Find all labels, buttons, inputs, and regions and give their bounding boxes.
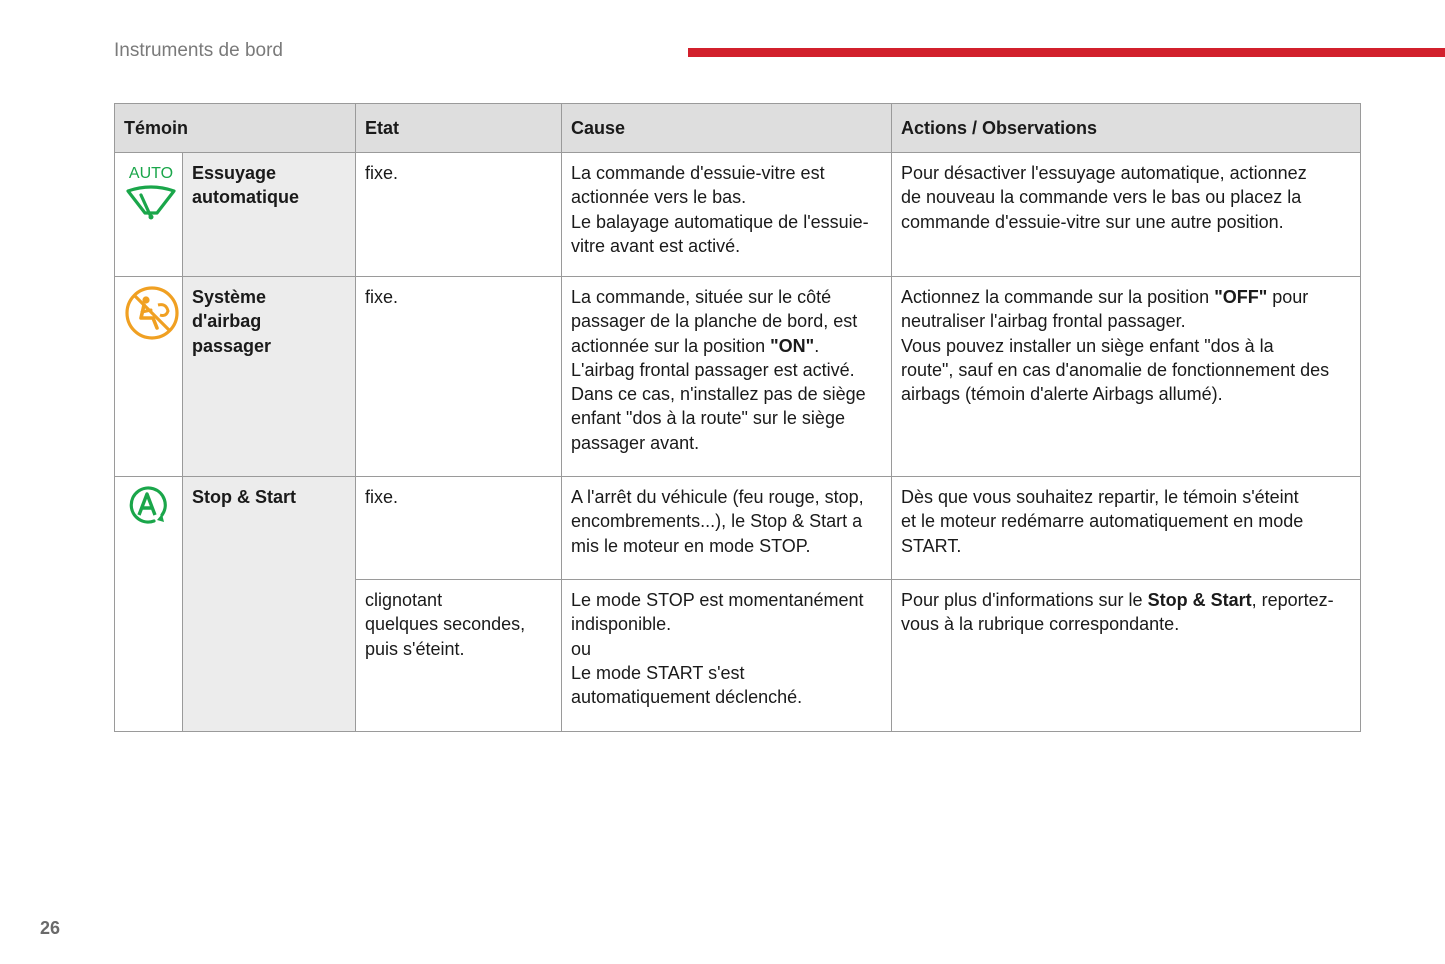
actions-cell: Pour désactiver l'essuyage automatique, actionnez de nouveau la commande vers le bas ou placez la commande d'essuie-vitre sur une autre position. xyxy=(892,153,1361,277)
cause-cell: A l'arrêt du véhicule (feu rouge, stop, encombrements...), le Stop & Start a mis le moteur en mode STOP. xyxy=(562,477,892,580)
passenger-airbag-off-icon xyxy=(124,285,180,347)
auto-wiper-icon xyxy=(124,161,178,227)
etat-cell: fixe. xyxy=(356,277,562,477)
cause-cell: La commande d'essuie-vitre est actionnée vers le bas. Le balayage automatique de l'essuie- vitre avant est activé. xyxy=(562,153,892,277)
auto-wiper-icon-label: AUTO xyxy=(128,165,174,182)
icon-cell xyxy=(115,153,183,277)
column-header-temoin: Témoin xyxy=(115,104,356,153)
column-header-cause: Cause xyxy=(562,104,892,153)
etat-cell: fixe. xyxy=(356,477,562,580)
page-number: 26 xyxy=(40,918,61,938)
table-row-airbag xyxy=(115,277,1361,477)
warning-name: Système d'airbag passager xyxy=(183,277,356,477)
icon-cell xyxy=(115,477,183,732)
header-accent-bar xyxy=(688,48,1445,57)
column-header-actions: Actions / Observations xyxy=(892,104,1361,153)
actions-cell: Actionnez la commande sur la position "OFF" pour neutraliser l'airbag frontal passager. Vous pouvez installer un siège enfant "dos à la route", sauf en cas d'anomalie de fonctionnement des airbags (témoin d'alerte Airbags allumé). xyxy=(892,277,1361,477)
warning-name: Stop & Start xyxy=(183,477,356,732)
table-header-row xyxy=(115,104,1361,153)
cause-cell: La commande, située sur le côté passager de la planche de bord, est actionnée sur la position "ON". L'airbag frontal passager est activé. Dans ce cas, n'installez pas de siège enfant "dos à la route" sur le siège passager avant. xyxy=(562,277,892,477)
table-row-stop-start xyxy=(115,477,1361,580)
etat-cell: fixe. xyxy=(356,153,562,277)
section-title: Instruments de bord xyxy=(114,40,283,61)
etat-cell: clignotant quelques secondes, puis s'éteint. xyxy=(356,580,562,732)
actions-cell: Dès que vous souhaitez repartir, le témoin s'éteint et le moteur redémarre automatiquement en mode START. xyxy=(892,477,1361,580)
actions-cell: Pour plus d'informations sur le Stop & Start, reportez- vous à la rubrique correspondante. xyxy=(892,580,1361,732)
warning-lights-table xyxy=(114,103,1361,732)
column-header-etat: Etat xyxy=(356,104,562,153)
icon-cell xyxy=(115,277,183,477)
warning-name: Essuyage automatique xyxy=(183,153,356,277)
stop-start-icon xyxy=(124,485,170,533)
cause-cell: Le mode STOP est momentanément indisponible. ou Le mode START s'est automatiquement déclenché. xyxy=(562,580,892,732)
table-row-essuyage xyxy=(115,153,1361,277)
